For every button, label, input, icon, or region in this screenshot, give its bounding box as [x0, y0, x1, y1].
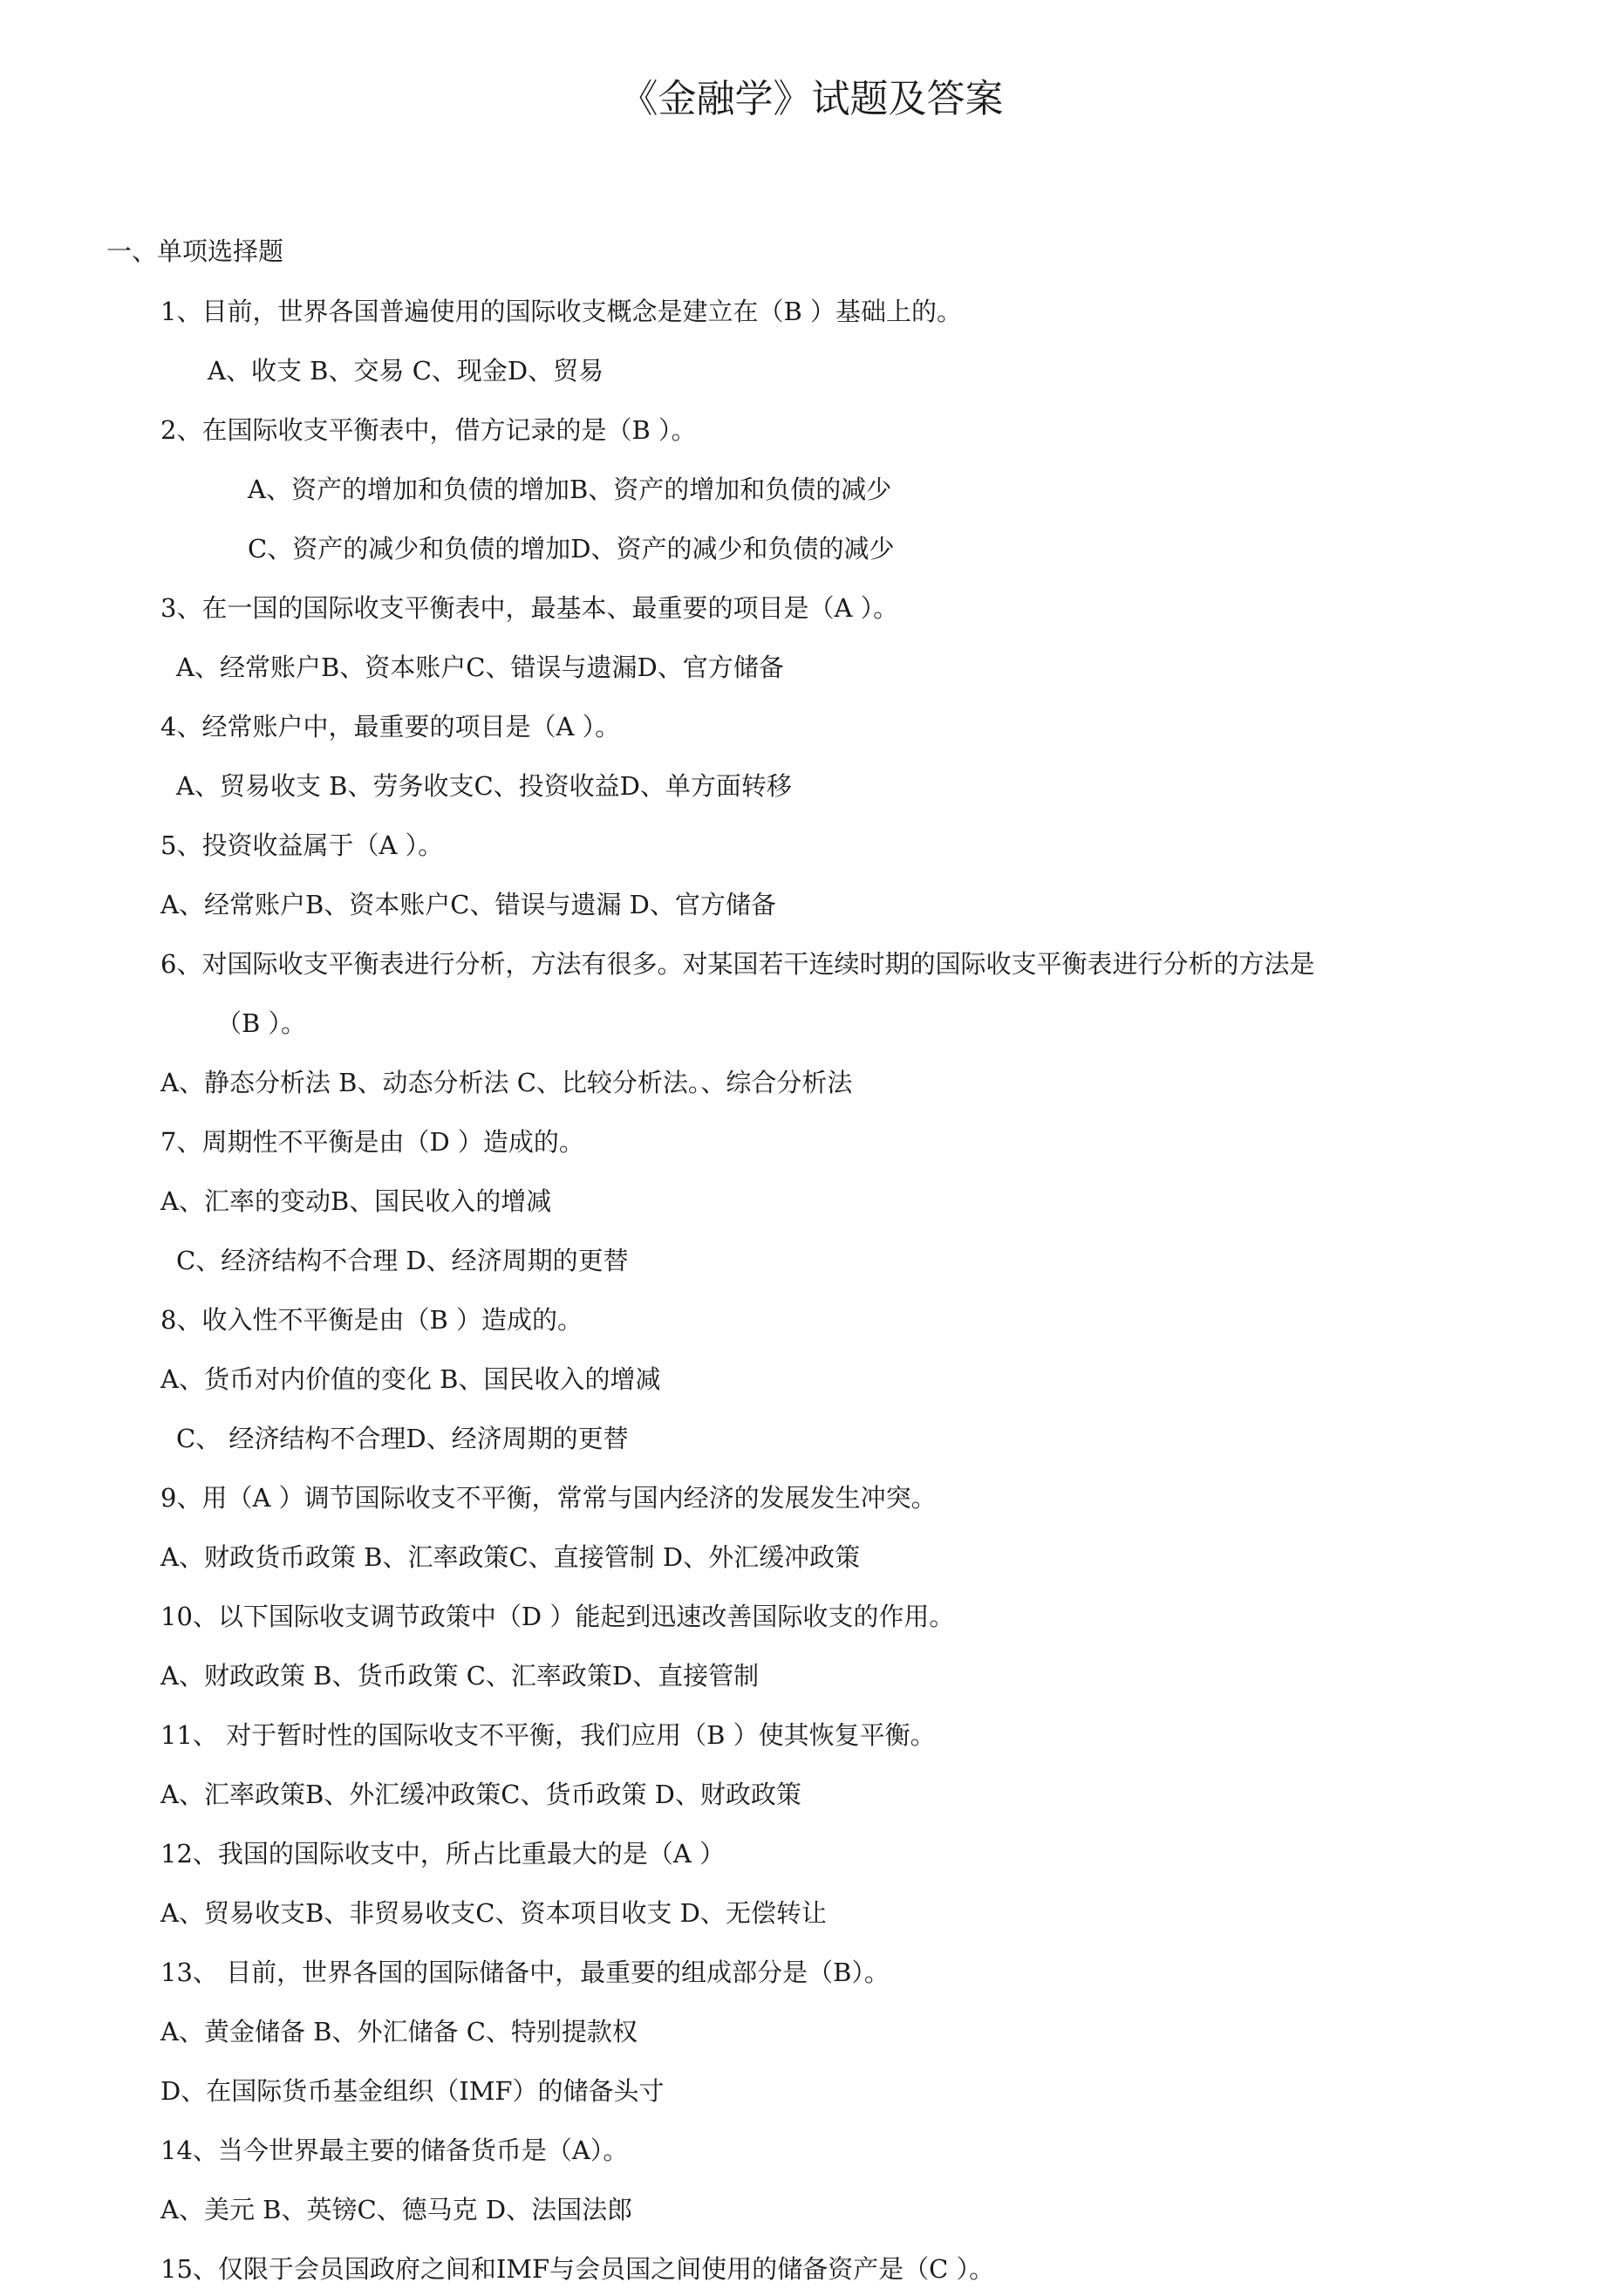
option-line: A、汇率的变动B、国民收入的增减	[160, 1186, 552, 1216]
option-line: A、经常账户B、资本账户C、错误与遗漏D、官方储备	[176, 653, 784, 682]
question-line: 7、周期性不平衡是由（D ）造成的。	[160, 1127, 584, 1157]
question-line: 15、仅限于会员国政府之间和IMF与会员国之间使用的储备资产是（C ）。	[160, 2254, 995, 2284]
question-line: 4、经常账户中，最重要的项目是（A ）。	[160, 712, 621, 741]
option-line: A、黄金储备 B、外汇储备 C、特别提款权	[160, 2017, 638, 2047]
option-line: A、汇率政策B、外汇缓冲政策C、货币政策 D、财政政策	[160, 1780, 801, 1809]
question-line: 10、以下国际收支调节政策中（D ）能起到迅速改善国际收支的作用。	[160, 1602, 955, 1631]
option-line: A、贸易收支B、非贸易收支C、资本项目收支 D、无偿转让	[160, 1898, 827, 1928]
option-line: C、 经济结构不合理D、经济周期的更替	[176, 1424, 629, 1453]
option-line: A、资产的增加和负债的增加B、资产的增加和负债的减少	[248, 475, 892, 504]
question-line: 14、当今世界最主要的储备货币是（A）。	[160, 2135, 629, 2165]
option-line: C、资产的减少和负债的增加D、资产的减少和负债的减少	[248, 534, 895, 564]
option-line: A、经常账户B、资本账户C、错误与遗漏 D、官方储备	[160, 890, 776, 919]
question-line: 8、收入性不平衡是由（B ）造成的。	[160, 1305, 583, 1335]
option-line: A、货币对内价值的变化 B、国民收入的增减	[160, 1364, 661, 1394]
option-line: A、财政政策 B、货币政策 C、汇率政策D、直接管制	[160, 1661, 760, 1691]
option-line: A、静态分析法 B、动态分析法 C、比较分析法。、综合分析法	[160, 1068, 853, 1097]
document-title: 《金融学》试题及答案	[619, 77, 1004, 121]
question-line: 5、投资收益属于（A ）。	[160, 830, 444, 860]
section-heading: 一、单项选择题	[106, 236, 284, 266]
option-line: C、经济结构不合理 D、经济周期的更替	[176, 1246, 629, 1275]
question-line: 12、我国的国际收支中，所占比重最大的是（A ）	[160, 1839, 726, 1869]
question-line-continued: （B ）。	[216, 1008, 307, 1038]
question-line: 1、目前，世界各国普遍使用的国际收支概念是建立在（B ）基础上的。	[160, 297, 962, 326]
question-line: 6、对国际收支平衡表进行分析，方法有很多。对某国若干连续时期的国际收支平衡表进行分析的方法是	[160, 949, 1315, 979]
option-line: A、收支 B、交易 C、现金D、贸易	[208, 356, 604, 386]
question-line: 3、在一国的国际收支平衡表中，最基本、最重要的项目是（A ）。	[160, 593, 899, 623]
question-line: 13、 目前，世界各国的国际储备中，最重要的组成部分是（B）。	[160, 1958, 890, 1987]
option-line: A、贸易收支 B、劳务收支C、投资收益D、单方面转移	[176, 771, 792, 801]
question-line: 9、用（A ）调节国际收支不平衡，常常与国内经济的发展发生冲突。	[160, 1483, 937, 1513]
question-line: 2、在国际收支平衡表中，借方记录的是（B ）。	[160, 415, 697, 445]
option-line: D、在国际货币基金组织（IMF）的储备头寸	[160, 2076, 665, 2106]
option-line: A、美元 B、英镑C、德马克 D、法国法郎	[160, 2195, 633, 2224]
question-line: 11、 对于暂时性的国际收支不平衡，我们应用（B ）使其恢复平衡。	[160, 1720, 936, 1750]
option-line: A、财政货币政策 B、汇率政策C、直接管制 D、外汇缓冲政策	[160, 1542, 861, 1572]
